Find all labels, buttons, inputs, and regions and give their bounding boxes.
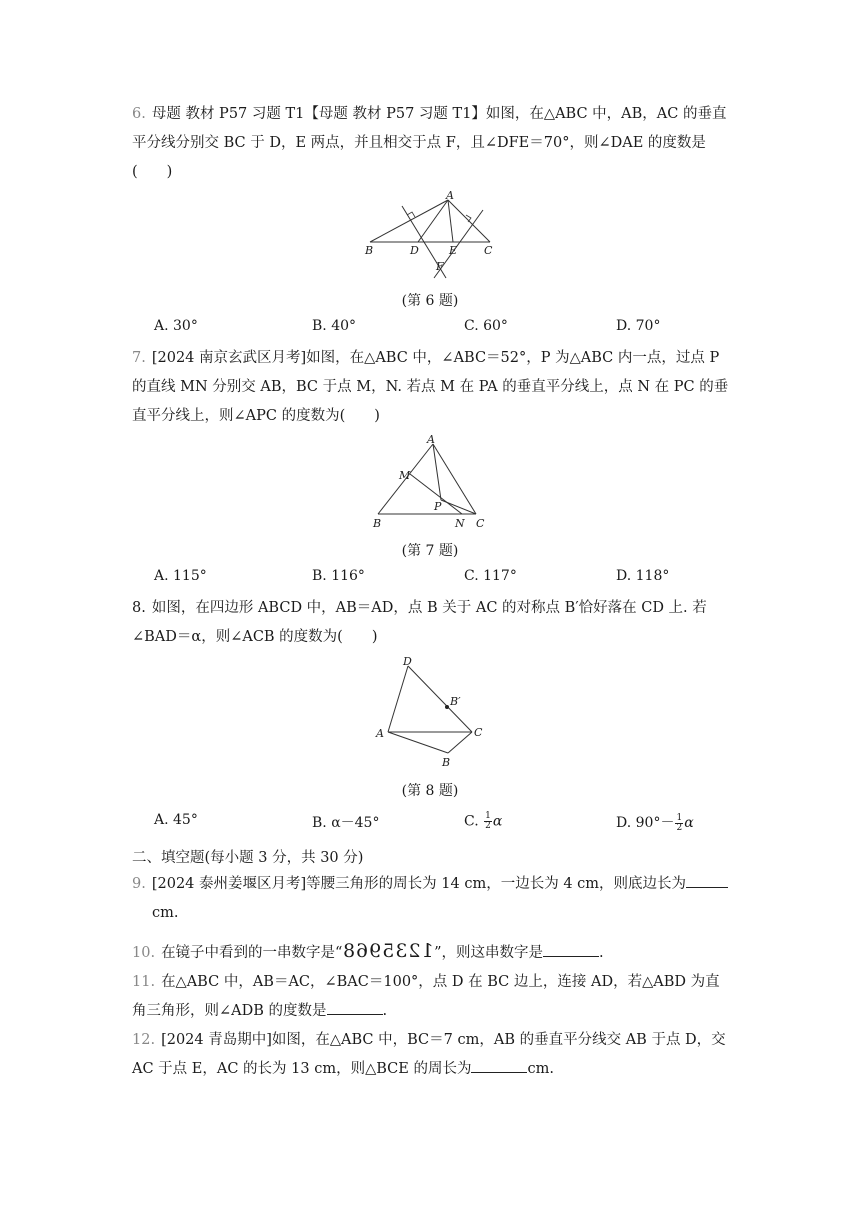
question-number: 9. bbox=[132, 876, 146, 892]
question-text-end: . bbox=[599, 945, 604, 961]
option-d[interactable]: D. 118° bbox=[616, 568, 670, 584]
question-12 bbox=[132, 1026, 732, 1084]
question-text: [2024 南京玄武区月考]如图，在△ABC 中，∠ABC＝52°，P 为△ABC 内一点，过点 P 的直线 MN 分别交 AB，BC 于点 M，N. 若点 M 在 PA 的垂直平分线上，点 N 在 PC 的垂直平分线上，则∠APC 的度数为( ) bbox=[132, 350, 729, 424]
answer-blank[interactable] bbox=[327, 1000, 383, 1015]
question-8 bbox=[132, 594, 732, 652]
options-q7 bbox=[154, 568, 714, 590]
figure-caption: (第 8 题) bbox=[401, 783, 459, 799]
frac-den: 2 bbox=[485, 821, 491, 831]
label-f: F bbox=[436, 260, 444, 273]
label-d: D bbox=[403, 655, 412, 668]
question-text-end: cm. bbox=[527, 1061, 554, 1077]
label-a: A bbox=[376, 727, 384, 740]
question-number: 6. bbox=[132, 106, 146, 122]
option-a[interactable]: A. 30° bbox=[154, 318, 198, 334]
option-c[interactable]: C. 60° bbox=[464, 318, 508, 334]
point-b-prime bbox=[445, 705, 449, 709]
frac-den: 2 bbox=[676, 822, 683, 833]
question-11 bbox=[132, 968, 732, 1026]
option-c[interactable] bbox=[464, 812, 502, 831]
line-ab bbox=[388, 732, 448, 753]
label-d: D bbox=[410, 244, 419, 257]
question-number: 7. bbox=[132, 350, 146, 366]
line-ap bbox=[433, 444, 441, 500]
answer-blank[interactable] bbox=[543, 942, 599, 957]
question-number: 8. bbox=[132, 600, 146, 616]
question-number: 12. bbox=[132, 1032, 156, 1048]
question-text-end: . bbox=[382, 1003, 388, 1019]
question-text: [2024 泰州姜堰区月考]等腰三角形的周长为 14 cm，一边长为 4 cm，则底边长为 bbox=[151, 876, 687, 892]
question-6 bbox=[132, 100, 732, 187]
label-b: B bbox=[373, 517, 382, 530]
label-c: C bbox=[476, 517, 485, 530]
question-9 bbox=[132, 870, 732, 928]
option-b[interactable]: B. α－45° bbox=[312, 815, 380, 831]
answer-blank[interactable] bbox=[686, 873, 728, 888]
frac-num: 1 bbox=[485, 811, 491, 821]
label-b-prime: B′ bbox=[450, 695, 461, 708]
alpha: α bbox=[684, 815, 694, 831]
section-title: 二、填空题(每小题 3 分，共 30 分) bbox=[132, 850, 364, 866]
line-ad bbox=[388, 666, 408, 732]
mirrored-digits: 1235968 bbox=[342, 940, 435, 962]
question-text-mid: ”，则这串数字是 bbox=[434, 945, 544, 961]
label-a: A bbox=[446, 190, 454, 202]
question-number: 11. bbox=[132, 974, 156, 990]
label-e: E bbox=[449, 244, 458, 257]
line-ae bbox=[448, 200, 453, 242]
line-bc bbox=[448, 732, 472, 753]
question-number: 10. bbox=[132, 945, 156, 961]
label-a: A bbox=[427, 433, 435, 446]
options-q8 bbox=[154, 812, 714, 834]
line-ad bbox=[418, 200, 448, 242]
question-text: 在△ABC 中，AB＝AC，∠BAC＝100°，点 D 在 BC 边上，连接 AD，若△ABD 为直角三角形，则∠ADB 的度数是 bbox=[132, 974, 720, 1019]
question-text: 母题 教材 P57 习题 T1【母题 教材 P57 习题 T1】如图，在△ABC 中，AB，AC 的垂直平分线分别交 BC 于 D，E 两点，并且相交于点 F，且∠DFE＝70°，则∠DAE 的度数是( ) bbox=[132, 106, 727, 180]
label-p: P bbox=[434, 500, 442, 513]
label-b: B bbox=[365, 244, 374, 257]
figure-q8 bbox=[372, 652, 492, 770]
option-b[interactable]: B. 116° bbox=[312, 568, 365, 584]
question-text: [2024 青岛期中]如图，在△ABC 中，BC＝7 cm，AB 的垂直平分线交 AB 于点 D，交 AC 于点 E，AC 的长为 13 cm，则△BCE 的周长为 bbox=[132, 1032, 726, 1077]
line-dc bbox=[408, 666, 472, 732]
option-d-label: D. 90°－ bbox=[616, 815, 675, 831]
question-text-tail: cm. bbox=[152, 905, 179, 921]
option-c[interactable]: C. 117° bbox=[464, 568, 517, 584]
line-ab bbox=[370, 200, 448, 242]
option-b[interactable]: B. 40° bbox=[312, 318, 357, 334]
label-m: M bbox=[399, 469, 411, 482]
label-c: C bbox=[474, 726, 483, 739]
figure-q6 bbox=[360, 190, 500, 282]
alpha: α bbox=[492, 813, 503, 830]
question-10 bbox=[132, 937, 732, 968]
label-n: N bbox=[455, 517, 465, 530]
figure-caption: (第 6 题) bbox=[401, 293, 459, 309]
label-c: C bbox=[484, 244, 493, 257]
label-b: B bbox=[442, 756, 451, 769]
answer-blank[interactable] bbox=[471, 1058, 527, 1073]
option-c-label: C. bbox=[464, 813, 484, 830]
question-7 bbox=[132, 344, 732, 431]
fraction-half bbox=[484, 812, 492, 831]
fraction-half bbox=[675, 814, 683, 833]
frac-num: 1 bbox=[676, 812, 683, 823]
option-d[interactable]: D. 70° bbox=[616, 318, 661, 334]
option-d[interactable] bbox=[616, 812, 694, 833]
option-a[interactable]: A. 115° bbox=[154, 568, 207, 584]
figure-caption: (第 7 题) bbox=[401, 543, 459, 559]
question-text: 如图，在四边形 ABCD 中，AB＝AD，点 B 关于 AC 的对称点 B′恰好落在 CD 上. 若∠BAD＝α，则∠ACB 的度数为( ) bbox=[132, 600, 707, 645]
figure-q7 bbox=[368, 432, 492, 532]
options-q6 bbox=[154, 318, 714, 340]
question-text: 在镜子中看到的一串数字是“ bbox=[161, 945, 343, 961]
option-a[interactable]: A. 45° bbox=[154, 812, 198, 828]
